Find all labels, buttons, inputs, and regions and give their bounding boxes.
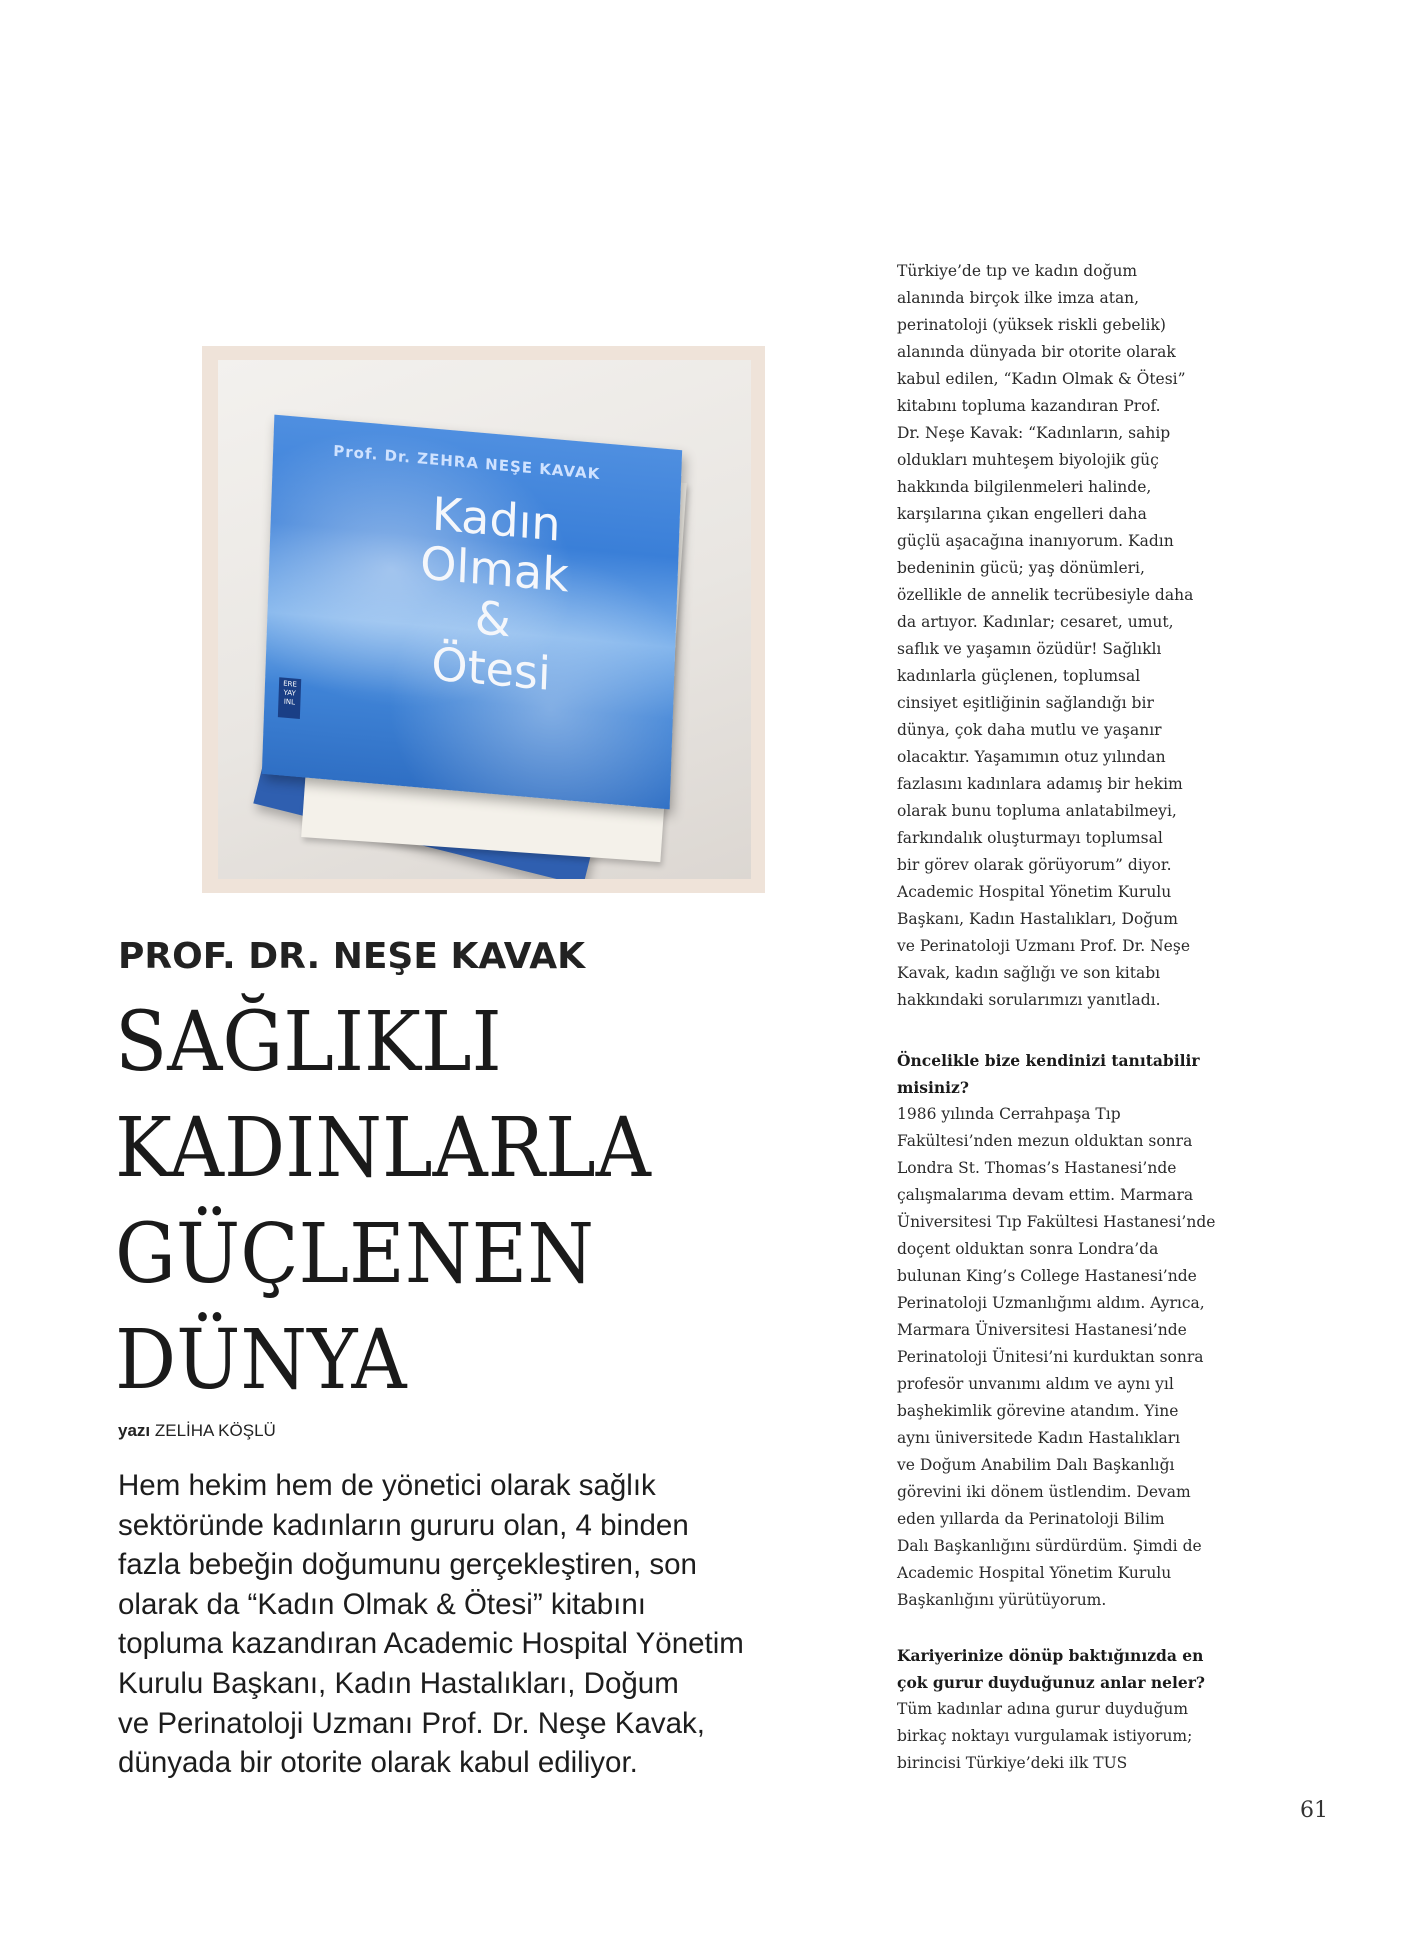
body-line: güçlü aşacağına inanıyorum. Kadın [897,532,1174,550]
article-kicker: PROF. DR. NEŞE KAVAK [118,936,585,977]
body-line: alanında birçok ilke imza atan, [897,289,1140,307]
answer-line: Perinatoloji Uzmanlığımı aldım. Ayrıca, [897,1294,1205,1312]
answer-line: birkaç noktayı vurgulamak istiyorum; [897,1727,1193,1745]
headline-line: DÜNYA [115,1313,407,1408]
answer-line: görevini iki dönem üstlendim. Devam [897,1483,1191,1501]
headline-line: KADINLARLA [115,1101,651,1196]
answer-line: Dalı Başkanlığını sürdürdüm. Şimdi de [897,1537,1202,1555]
answer-line: aynı üniversitede Kadın Hastalıkları [897,1429,1181,1447]
intro-line: olarak da “Kadın Olmak & Ötesi” kitabını [118,1587,646,1621]
byline [118,1421,276,1441]
body-line: kitabını topluma kazandıran Prof. [897,397,1161,415]
book-photo [202,346,765,893]
book-title-line: Olmak [419,535,570,603]
intro-line: Kurulu Başkanı, Kadın Hastalıkları, Doğum [118,1666,679,1700]
qa-section-1 [897,1047,1257,1614]
body-line: dünya, çok daha mutlu ve yaşanır [897,721,1162,739]
intro-line: fazla bebeğin doğumunu gerçekleştiren, son [118,1548,697,1582]
answer-line: eden yıllarda da Perinatoloji Bilim [897,1510,1165,1528]
question-line: çok gurur duyduğunuz anlar neler? [897,1673,1206,1692]
body-line: karşılarına çıkan engelleri daha [897,505,1147,523]
answer-line: ve Doğum Anabilim Dalı Başkanlığı [897,1456,1175,1474]
book-title-line: & [473,590,512,648]
body-line: farkındalık oluşturmayı toplumsal [897,829,1163,847]
body-line: oldukları muhteşem biyolojik güç [897,451,1159,469]
book-title-line: Ötesi [430,636,552,701]
intro-line: topluma kazandıran Academic Hospital Yönetim [118,1627,744,1661]
article-intro [118,1466,848,1783]
publisher-logo: ERE YAY INL [278,677,301,719]
body-line: olacaktır. Yaşamımın otuz yılından [897,748,1166,766]
answer-line: Fakültesi’nden mezun olduktan sonra [897,1132,1193,1150]
body-line: ve Perinatoloji Uzmanı Prof. Dr. Neşe [897,937,1190,955]
body-line: Academic Hospital Yönetim Kurulu [897,883,1172,901]
body-line: perinatoloji (yüksek riskli gebelik) [897,316,1166,334]
body-line: özellikle de annelik tecrübesiyle daha [897,586,1194,604]
body-line: Kavak, kadın sağlığı ve son kitabı [897,964,1161,982]
answer-line: bulunan King’s College Hastanesi’nde [897,1267,1197,1285]
body-line: alanında dünyada bir otorite olarak [897,343,1176,361]
answer-line: doçent olduktan sonra Londra’da [897,1240,1159,1258]
answer-line: Üniversitesi Tıp Fakültesi Hastanesi’nde [897,1213,1216,1231]
answer-line: başhekimlik görevine atandım. Yine [897,1402,1179,1420]
book-title-line: Kadın [431,486,562,552]
body-line: olarak bunu topluma anlatabilmeyi, [897,802,1177,820]
answer-line: Perinatoloji Ünitesi’ni kurduktan sonra [897,1348,1204,1366]
intro-line: Hem hekim hem de yönetici olarak sağlık [118,1469,656,1502]
body-line: bedeninin gücü; yaş dönümleri, [897,559,1145,577]
book-cover-author: Prof. Dr. ZEHRA NEŞE KAVAK [332,441,601,484]
body-line: saflık ve yaşamın özüdür! Sağlıklı [897,640,1162,658]
body-line: Türkiye’de tıp ve kadın doğum [897,262,1138,280]
body-line: da artıyor. Kadınlar; cesaret, umut, [897,613,1174,631]
body-line: bir görev olarak görüyorum” diyor. [897,856,1172,874]
byline-author: ZELİHA KÖŞLÜ [154,1421,276,1440]
answer-line: profesör unvanımı aldım ve aynı yıl [897,1375,1174,1393]
answer-line: Marmara Üniversitesi Hastanesi’nde [897,1321,1187,1339]
answer-line: Başkanlığını yürütüyorum. [897,1591,1107,1609]
headline-line: SAĞLIKLI [115,995,502,1090]
byline-prefix: yazı [118,1421,151,1440]
question-line: Kariyerinize dönüp baktığınızda en [897,1646,1204,1665]
body-line: hakkında bilgilenmeleri halinde, [897,478,1152,496]
question-line: misiniz? [897,1078,969,1097]
body-line: kabul edilen, “Kadın Olmak & Ötesi” [897,370,1186,388]
body-line: kadınlarla güçlenen, toplumsal [897,667,1141,685]
body-line: Başkanı, Kadın Hastalıkları, Doğum [897,910,1178,928]
answer-line: Academic Hospital Yönetim Kurulu [897,1564,1172,1582]
page-number: 61 [1300,1798,1328,1823]
book-front-cover [262,415,682,810]
intro-line: sektöründe kadınların gururu olan, 4 binden [118,1508,689,1542]
body-line: Dr. Neşe Kavak: “Kadınların, sahip [897,424,1171,442]
answer-line: Tüm kadınlar adına gurur duyduğum [897,1700,1189,1718]
question-line: Öncelikle bize kendinizi tanıtabilir [897,1051,1200,1070]
answer-line: Londra St. Thomas’s Hastanesi’nde [897,1159,1177,1177]
intro-line: dünyada bir otorite olarak kabul ediliyor. [118,1746,638,1780]
qa-section-2 [897,1642,1257,1777]
article-headline [115,990,691,1414]
body-line: hakkındaki sorularımızı yanıtladı. [897,991,1161,1009]
book-photo-image [218,360,751,879]
book-cover-title [340,481,647,707]
body-line: fazlasını kadınlara adamış bir hekim [897,775,1183,793]
column-intro-text [897,258,1257,1014]
answer-line: 1986 yılında Cerrahpaşa Tıp [897,1105,1121,1123]
intro-line: ve Perinatoloji Uzmanı Prof. Dr. Neşe Kavak, [118,1706,705,1740]
answer-line: çalışmalarıma devam ettim. Marmara [897,1186,1194,1204]
answer-line: birincisi Türkiye’deki ilk TUS [897,1754,1128,1772]
body-line: cinsiyet eşitliğinin sağlandığı bir [897,694,1154,712]
headline-line: GÜÇLENEN [115,1207,594,1302]
